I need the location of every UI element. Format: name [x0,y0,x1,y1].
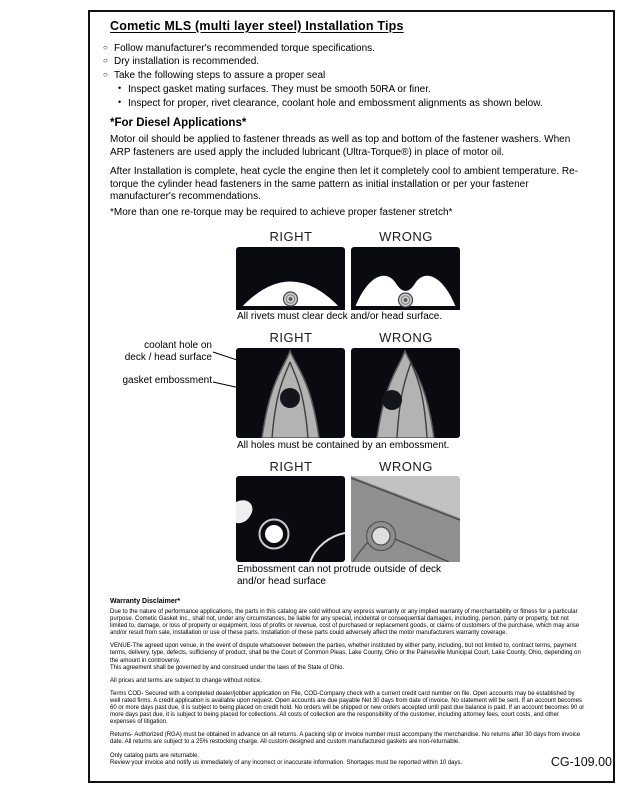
warranty-paragraph: All prices and terms are subject to change without notice. [110,677,262,684]
hole [265,525,283,543]
bullet-marker: ○ [103,69,108,79]
list-item-text: Dry installation is recommended. [114,56,260,68]
bullet-marker: ○ [103,43,108,52]
warranty-heading: Warranty Disclaimer* [110,598,181,605]
list-item [103,42,543,55]
installation-tips-list [103,42,543,110]
coolant-hole-callout-line1: coolant hole on [144,340,212,351]
fig3-caption: Embossment can not protrude outside of deck and/or head surface [237,564,442,588]
gasket-embossment-callout: gasket embossment [122,375,212,386]
deck-background [236,476,345,562]
fig1-wrong-illustration [351,247,460,310]
warranty-disclaimer-section [110,598,586,773]
coolant-hole [382,390,402,410]
warranty-paragraph: Terms COD- Secured with a completed dealer/jobber application on File, COD-Company check with a current credit card number on file. Open accounts may be established by well rated firms. A credit application is available upon request. Open accounts are due payable Net 30 days from date of invoice. No statement will be sent. If an account becomes 60 or more days past due, it is subject to being placed on credit hold. No orders will be shipped or new orders accepted until past due balance is paid. If an account becomes 90 or more days past due, it is subject to being placed for collections. All costs of collection are the responsibility of the customer, including attorney fees, court costs, and other expenses of litigation. [110,690,585,726]
coolant-hole [280,388,300,408]
hole [372,527,390,545]
heat-cycle-paragraph: After Installation is complete, heat cycle the engine then let it completely cool to ambient temperature. Re-torque the cylinder head fasteners in the same pattern as initial installation or per your fastener manufacturer's recommendations. [110,166,579,203]
rivet-center [289,297,293,301]
page-code: CG-109.00 [550,755,612,769]
deck-surface-line [236,306,345,310]
motor-oil-paragraph: Motor oil should be applied to fastener threads as well as top and bottom of the fastener washers. When ARP fasteners are used apply the included lubricant (Ultra-Torque®) in place of motor oil. [110,134,571,158]
warranty-paragraph: Review your invoice and notify us immediately of any incorrect or inaccurate information. Shortages must be reported within 10 days. [110,759,463,766]
retorque-note: *More than one re-torque may be required to achieve proper fastener stretch* [110,207,453,218]
diesel-applications-heading: *For Diesel Applications* [110,117,247,129]
fig1-right-label: RIGHT [269,229,313,244]
coolant-hole-callout [112,340,212,364]
warranty-paragraph: Only catalog parts are returnable. [110,752,200,759]
list-item [103,69,543,82]
bullet-marker: ○ [103,56,108,66]
list-item-text: Inspect for proper, rivet clearance, coolant hole and embossment alignments as shown below. [128,98,543,110]
fig2-wrong-label: WRONG [379,330,433,345]
fig2-caption: All holes must be contained by an embossment. [237,440,450,451]
page-title: Cometic MLS (multi layer steel) Installation Tips [110,19,404,33]
fig2-right-illustration [236,348,345,438]
warranty-paragraph: Returns- Authorized (RGA) must be obtained in advance on all returns. A packing slip or invoice number must accompany the merchandise. No returns after 30 days from invoice date. All returns are subject to a 25% restocking charge. All custom designed and custom manufactured gaskets are non-returnable. [110,732,581,746]
fig3-wrong-label: WRONG [379,459,433,474]
list-item [103,55,543,68]
rivet-center [404,298,408,302]
list-item-text: Follow manufacturer's recommended torque specifications. [114,43,375,54]
fig1-wrong-label: WRONG [379,229,433,244]
bullet-marker: • [118,82,122,93]
coolant-hole-callout-line2: deck / head surface [124,351,212,363]
list-item-text: Take the following steps to assure a proper seal [114,69,326,81]
fig1-right-illustration [236,247,345,310]
sub-list-item [103,96,543,110]
warranty-paragraph: VENUE-The agreed upon venue, in the event of dispute whatsoever between the parties, whether instituted by either party, including, but not limited to, contract terms, payment terms, delivery, type, defects, sufficiency of product, shall be the Court of Common Pleas, Lake County, Ohio or the Painesville Municipal Court, Lake County, Ohio, depending on the amount in controversy. [110,643,581,664]
sub-list-item [103,82,543,96]
fig1-caption: All rivets must clear deck and/or head surface. [237,311,443,322]
fig2-right-label: RIGHT [269,330,313,345]
bullet-marker: • [118,97,122,108]
list-item-text: Inspect gasket mating surfaces. They must be smooth 50RA or finer. [128,83,431,95]
warranty-paragraph: Due to the nature of performance applications, the parts in this catalog are sold without any express warranty or any implied warranty of merchantability or fitness for a particular purpose. Cometic Gasket Inc., shall not, under any circumstances, be liable for any special, incidental or consequential damages, including, person, party or property, but not limited to, damage, or loss of property or equipment, loss of profits or revenue, cost of purchased or replacement goods, or claims of customers of the purchase, which may arise and/or result from sale, installation or use of these parts. Installation of these parts could adversely affect the motor manufacturers warranty coverage. [110,609,580,637]
fig3-right-illustration [236,476,345,562]
fig3-right-label: RIGHT [269,459,313,474]
warranty-paragraph: This agreement shall be governed by and construed under the laws of the State of Ohio. [110,664,345,671]
fig3-wrong-illustration [351,476,460,562]
fig2-wrong-illustration [351,348,460,438]
